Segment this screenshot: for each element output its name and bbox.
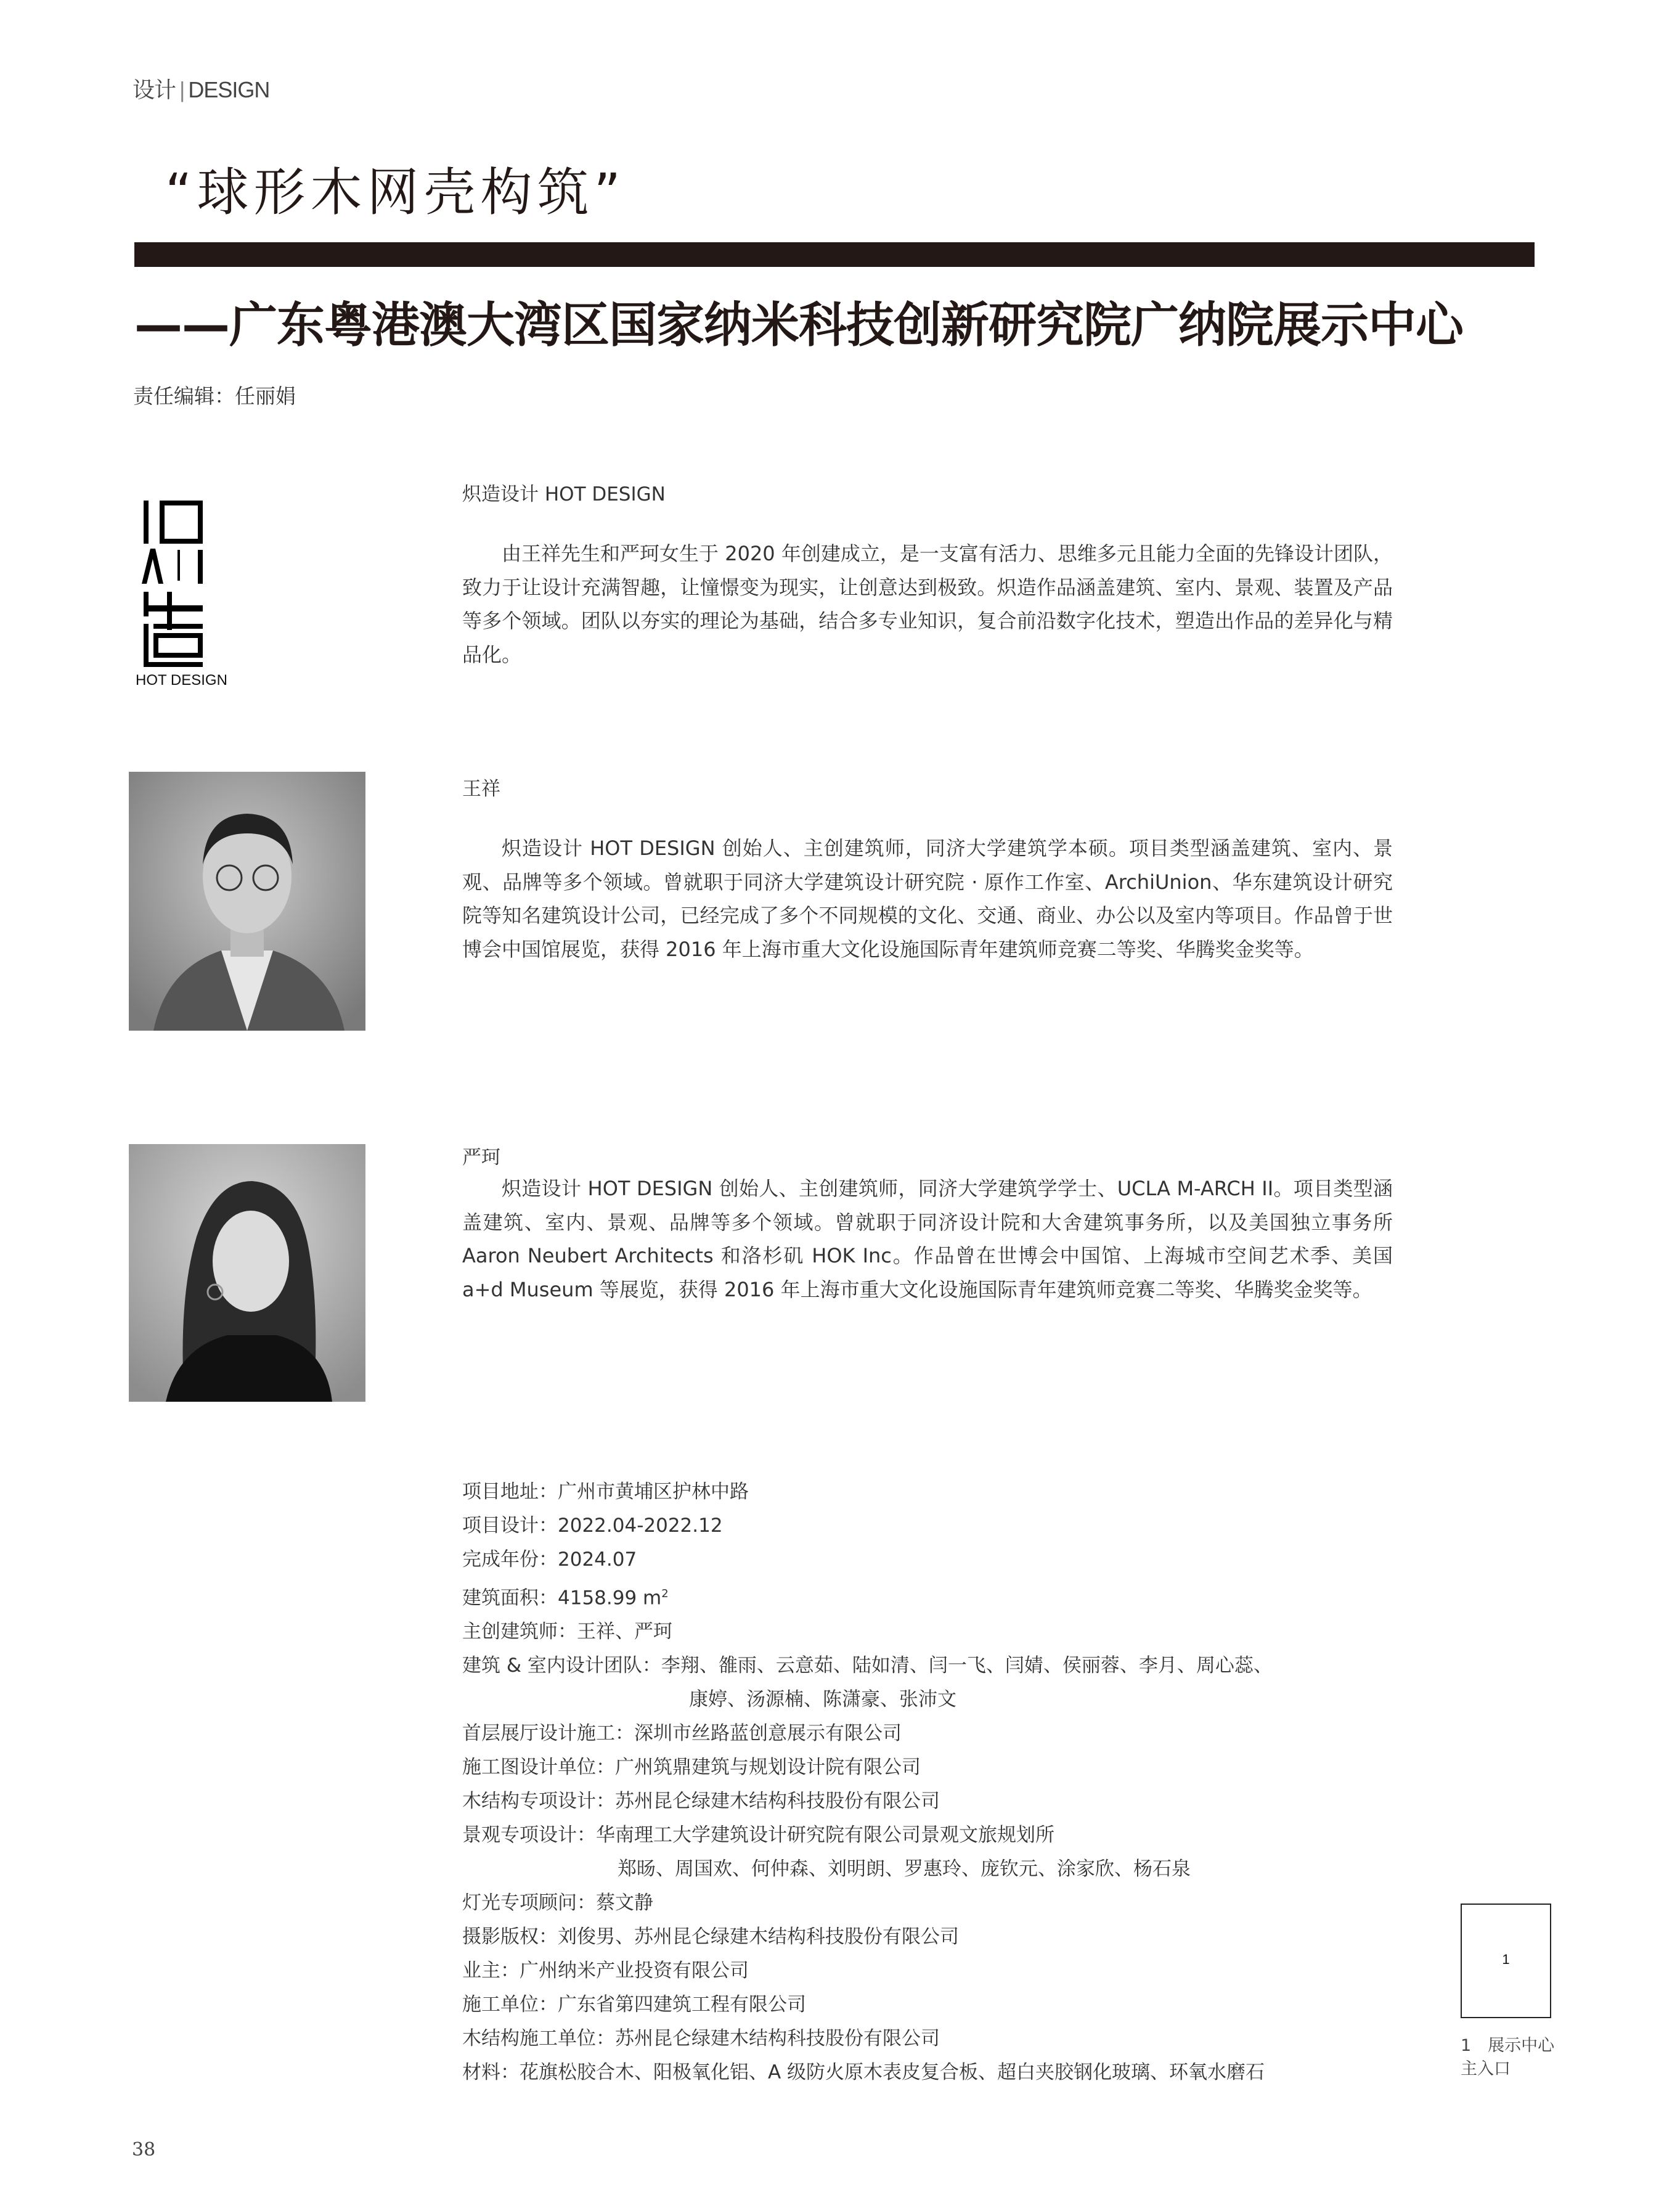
info-row xyxy=(462,1988,1448,2022)
info-label: 木结构专项设计： xyxy=(462,1790,615,1813)
info-row xyxy=(462,1615,1448,1649)
info-value: 华南理工大学建筑设计研究院有限公司景观文旅规划所 xyxy=(596,1824,1054,1847)
person-section-yan-ke xyxy=(462,1142,1393,1306)
info-row xyxy=(462,1475,1448,1509)
figure-index-number: 1 xyxy=(1502,1952,1510,1967)
info-value: 深圳市丝路蓝创意展示有限公司 xyxy=(634,1722,902,1745)
section-tag xyxy=(133,73,269,104)
section-tag-cn: 设计 xyxy=(133,77,176,102)
studio-logo-mark-icon xyxy=(136,476,234,667)
info-label: 景观专项设计： xyxy=(462,1824,596,1847)
info-label: 主创建筑师： xyxy=(462,1621,577,1643)
portrait-photo-yan-ke xyxy=(129,1144,365,1402)
portrait-woman-icon xyxy=(129,1144,365,1402)
editor-credit: 责任编辑：任丽娟 xyxy=(133,384,296,408)
studio-logo-label: HOT DESIGN xyxy=(136,672,227,689)
figure-caption-line: 主入口 xyxy=(1461,2059,1511,2079)
info-value: 广州筑鼎建筑与规划设计院有限公司 xyxy=(615,1756,921,1779)
info-row xyxy=(462,1886,1448,1920)
article-title: “球形木网壳构筑” xyxy=(165,162,626,223)
info-label: 项目设计： xyxy=(462,1515,558,1537)
info-row xyxy=(462,2022,1448,2056)
info-label: 完成年份： xyxy=(462,1548,558,1571)
info-row xyxy=(462,1920,1448,1954)
info-row-continuation: 康婷、汤源楠、陈潇豪、张沛文 xyxy=(689,1688,956,1711)
info-row xyxy=(462,1954,1448,1988)
info-value: 苏州昆仑绿建木结构科技股份有限公司 xyxy=(615,2027,940,2050)
info-label: 施工图设计单位： xyxy=(462,1756,615,1779)
info-row-continuation: 郑旸、周国欢、何仲森、刘明朗、罗惠玲、庞钦元、涂家欣、杨石泉 xyxy=(618,1858,1191,1881)
title-divider-bar xyxy=(134,242,1535,267)
info-label: 首层展厅设计施工： xyxy=(462,1722,634,1745)
info-label: 业主： xyxy=(462,1960,520,1982)
person-name: 王祥 xyxy=(462,778,500,800)
info-value: 苏州昆仑绿建木结构科技股份有限公司 xyxy=(615,1790,940,1813)
info-row xyxy=(462,1818,1448,1852)
info-value: 王祥、严珂 xyxy=(577,1621,672,1643)
person-name: 严珂 xyxy=(462,1147,500,1169)
person-bio: 炽造设计 HOT DESIGN 创始人、主创建筑师，同济大学建筑学学士、UCLA M-ARCH II。项目类型涵盖建筑、室内、景观、品牌等多个领域。曾就职于同济设计院和大舍建筑事务所，以及美国独立事务所 Aaron Neubert Architects 和洛杉矶 HOK Inc。作品曾在世博会中国馆、上海城市空间艺术季、美国 a+d Museum 等展览，获得 2016 年上海市重大文化设施国际青年建筑师竞赛二等奖、华腾奖金奖等。 xyxy=(462,1177,1393,1301)
info-row xyxy=(462,2056,1448,2090)
studio-description: 由王祥先生和严珂女生于 2020 年创建成立，是一支富有活力、思维多元且能力全面的先锋设计团队，致力于让设计充满智趣，让憧憬变为现实，让创意达到极致。炽造作品涵盖建筑、室内、景观、装置及产品等多个领域。团队以夯实的理论为基础，结合多专业知识，复合前沿数字化技术，塑造出作品的差异化与精品化。 xyxy=(462,542,1393,666)
info-label: 项目地址： xyxy=(462,1481,558,1503)
page-number: 38 xyxy=(132,2139,156,2161)
info-value: 李翔、雒雨、云意茹、陆如清、闫一飞、闫婧、侯丽蓉、李月、周心蕊、 xyxy=(661,1654,1273,1677)
info-value: 4158.99 m xyxy=(558,1587,662,1609)
studio-name: 炽造设计 HOT DESIGN xyxy=(462,483,666,505)
info-label: 建筑 & 室内设计团队： xyxy=(462,1654,661,1677)
info-value: 花旗松胶合木、阳极氧化铝、A 级防火原木表皮复合板、超白夹胶钢化玻璃、环氧水磨石 xyxy=(520,2061,1265,2084)
figure-index-box xyxy=(1461,1904,1551,2018)
info-value: 广州纳米产业投资有限公司 xyxy=(520,1960,749,1982)
article-subtitle: ——广东粤港澳大湾区国家纳米科技创新研究院广纳院展示中心 xyxy=(134,298,1464,353)
studio-logo xyxy=(136,476,234,669)
info-label: 施工单位： xyxy=(462,1994,558,2016)
portrait-man-icon xyxy=(129,772,365,1031)
info-row xyxy=(462,1785,1448,1818)
section-tag-separator: | xyxy=(179,77,185,102)
info-superscript: 2 xyxy=(661,1587,669,1600)
info-row xyxy=(462,1509,1448,1543)
info-row xyxy=(462,1543,1448,1577)
person-section-wang-xiang xyxy=(462,773,1393,966)
figure-caption-line: 1 展示中心 xyxy=(1461,2036,1555,2055)
info-label: 摄影版权： xyxy=(462,1926,558,1949)
info-value: 广东省第四建筑工程有限公司 xyxy=(558,1994,806,2016)
person-bio: 炽造设计 HOT DESIGN 创始人、主创建筑师，同济大学建筑学本硕。项目类型涵盖建筑、室内、景观、品牌等多个领域。曾就职于同济大学建筑设计研究院 · 原作工作室、ArchiUnion、华东建筑设计研究院等知名建筑设计公司，已经完成了多个不同规模的文化、交通、商业、办公以及室内等项目。作品曾于世博会中国馆展览，获得 2016 年上海市重大文化设施国际青年建筑师竞赛二等奖、华腾奖金奖等。 xyxy=(462,836,1393,961)
info-row xyxy=(462,1717,1448,1751)
section-tag-en: DESIGN xyxy=(188,77,270,102)
portrait-photo-wang-xiang xyxy=(129,772,365,1031)
figure-caption xyxy=(1461,2034,1554,2081)
info-label: 灯光专项顾问： xyxy=(462,1892,596,1915)
info-row xyxy=(462,1751,1448,1785)
info-value: 蔡文静 xyxy=(596,1892,653,1915)
info-label: 材料： xyxy=(462,2061,520,2084)
info-value: 刘俊男、苏州昆仑绿建木结构科技股份有限公司 xyxy=(558,1926,959,1949)
info-label: 木结构施工单位： xyxy=(462,2027,615,2050)
studio-section xyxy=(462,478,1393,671)
info-row xyxy=(462,1649,1448,1683)
project-info-list xyxy=(462,1475,1448,2090)
info-value: 广州市黄埔区护林中路 xyxy=(558,1481,749,1503)
info-label: 建筑面积： xyxy=(462,1587,558,1609)
info-row xyxy=(462,1577,1448,1615)
info-value: 2024.07 xyxy=(558,1548,637,1571)
info-value: 2022.04-2022.12 xyxy=(558,1515,723,1537)
